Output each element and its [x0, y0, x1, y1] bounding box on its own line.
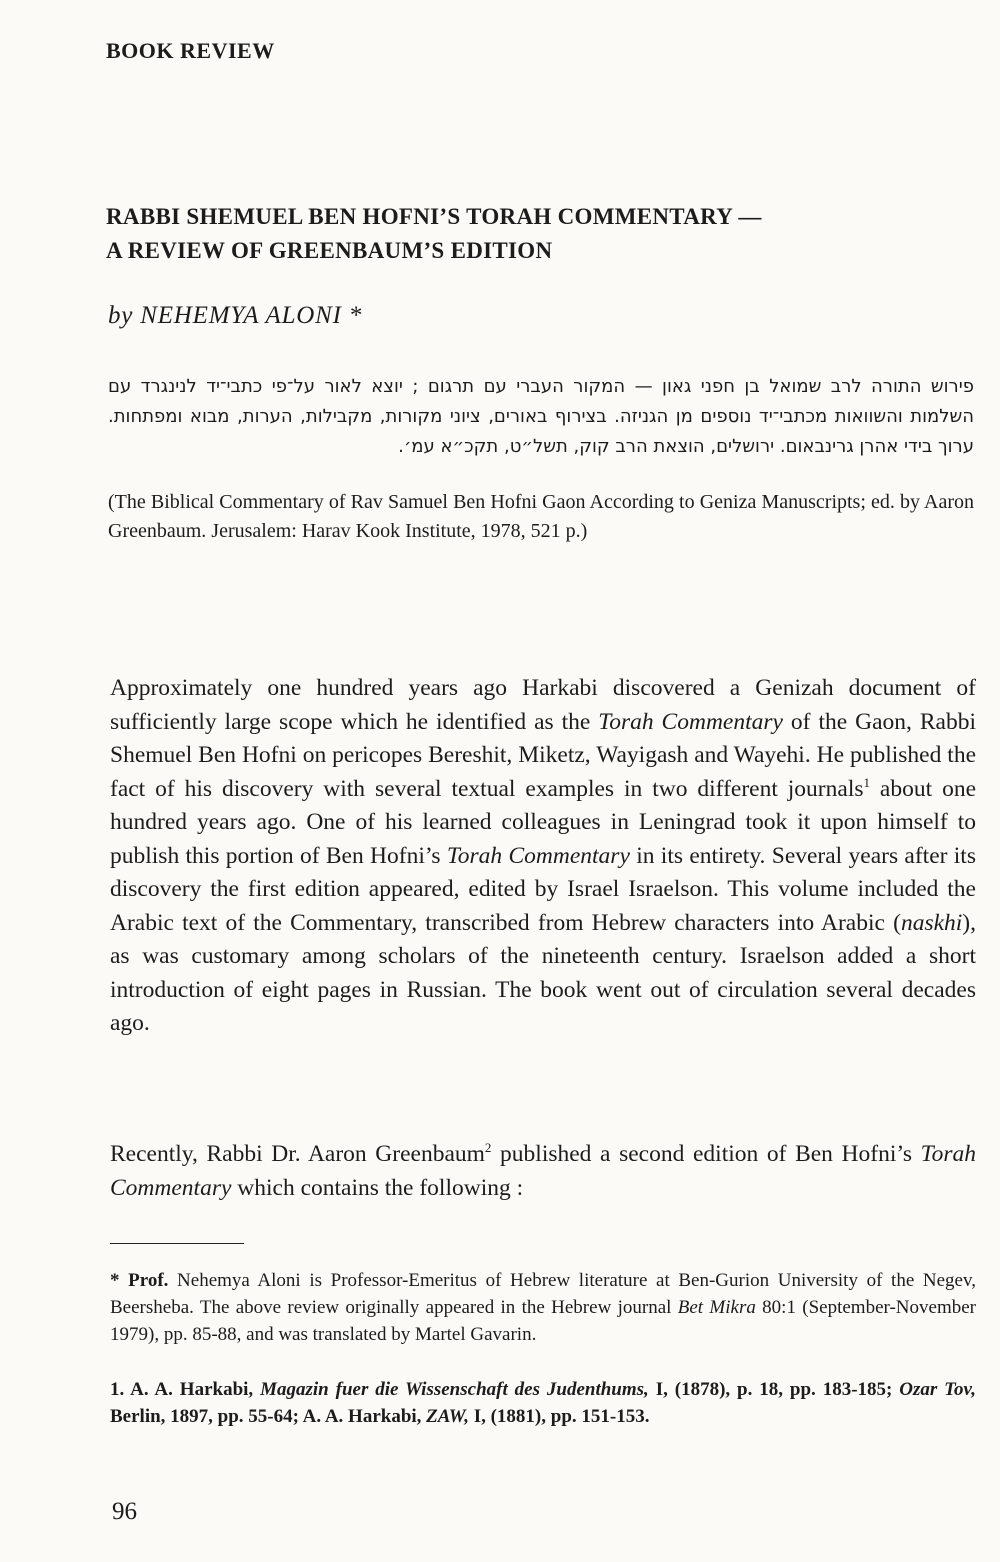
hebrew-bibliographic-citation: פירוש התורה לרב שמואל בן חפני גאון — המקור העברי עם תרגום ; יוצא לאור על־פי כתבי־יד לנינגרד עם השלמות והשוואות מכתבי־יד נוספים מן הגניזה. בצירוף באורים, ציוני מקורות, מקבילות, הערות, מבוא ומפתחות. ערוך בידי אהרן גרינבאום. ירושלים, הוצאת הרב קוק, תשל״ט, תקכ״א עמ׳. [108, 376, 974, 457]
fn1-text-3: Berlin, 1897, pp. 55-64; A. A. Harkabi, [110, 1406, 427, 1427]
body-paragraph-2 [110, 1138, 976, 1205]
footnote-ref-2: 2 [484, 1140, 492, 1156]
article-title-line-2: A REVIEW OF GREENBAUM’S EDITION [106, 238, 553, 263]
fn-star-text-2: 80:1 (September-November 1979), pp. 85-88, and was translated by Martel Gavarin. [110, 1297, 976, 1345]
p1-text-3: about one hundred years ago. One of his learned colleagues in Leningrad took it upon himself to publish this portion of Ben Hofni’s [110, 775, 976, 869]
p1-italic-naskhi: naskhi [900, 909, 963, 936]
section-label: BOOK REVIEW [106, 38, 275, 63]
footnote-separator-rule [110, 1243, 244, 1244]
fn1-italic-magazin: Magazin fuer die Wissenschaft des Judenthums, [260, 1379, 649, 1400]
fn1-text-4: I, (1881), pp. 151-153. [468, 1406, 650, 1427]
p2-italic-torah-commentary: Torah Commentary [110, 1141, 976, 1201]
p1-italic-torah-commentary-2: Torah Commentary [446, 842, 630, 869]
article-title-line-1: RABBI SHEMUEL BEN HOFNI’S TORAH COMMENTARY — [106, 204, 762, 229]
p1-italic-torah-commentary-1: Torah Commentary [598, 708, 783, 735]
p2-text-3: which contains the following : [231, 1174, 524, 1201]
article-title [106, 200, 966, 268]
fn1-italic-ozar-tov: Ozar Tov, [899, 1379, 976, 1400]
p2-text-2: published a second edition of Ben Hofni’s [491, 1141, 921, 1167]
fn1-text-2: I, (1878), p. 18, pp. 183-185; [648, 1379, 900, 1400]
footnote-ref-1: 1 [863, 774, 870, 790]
body-paragraph-1 [110, 672, 976, 1041]
p1-text-4: in its entirety. Several years after its discovery the first edition appeared, edited by Israel Israelson. This volume included the Arabic text of the Commentary, transcribed from Hebrew characters into Arabic ( [110, 842, 976, 936]
footnote-author-note [110, 1267, 976, 1348]
p1-text-1: Approximately one hundred years ago Harkabi discovered a Genizah document of sufficiently large scope which he identified as the [110, 675, 976, 735]
p2-text-1: Recently, Rabbi Dr. Aaron Greenbaum [110, 1141, 485, 1167]
author-byline: by NEHEMYA ALONI * [108, 302, 363, 329]
page-number: 96 [112, 1498, 137, 1525]
fn1-text-1: 1. A. A. Harkabi, [110, 1379, 261, 1400]
english-bibliographic-citation: (The Biblical Commentary of Rav Samuel Ben Hofni Gaon According to Geniza Manuscripts; ed. by Aaron Greenbaum. Jerusalem: Harav Kook Institute, 1978, 521 p.) [108, 491, 974, 542]
fn1-italic-zaw: ZAW, [426, 1406, 469, 1427]
p1-text-2: of the Gaon, Rabbi Shemuel Ben Hofni on pericopes Bereshit, Miketz, Wayigash and Wayehi. He published the fact of his discovery with several textual examples in two different journals [110, 708, 976, 802]
fn-star-label: * Prof. [110, 1270, 169, 1291]
p1-text-5: ), as was customary among scholars of the nineteenth century. Israelson added a short introduction of eight pages in Russian. The book went out of circulation several decades ago. [110, 909, 976, 1036]
footnote-1 [110, 1376, 976, 1430]
fn-star-text-1: Nehemya Aloni is Professor-Emeritus of Hebrew literature at Ben-Gurion University of the Negev, Beersheba. The above review originally appeared in the Hebrew journal [110, 1270, 976, 1318]
fn-star-italic-bet-mikra: Bet Mikra [677, 1297, 756, 1318]
